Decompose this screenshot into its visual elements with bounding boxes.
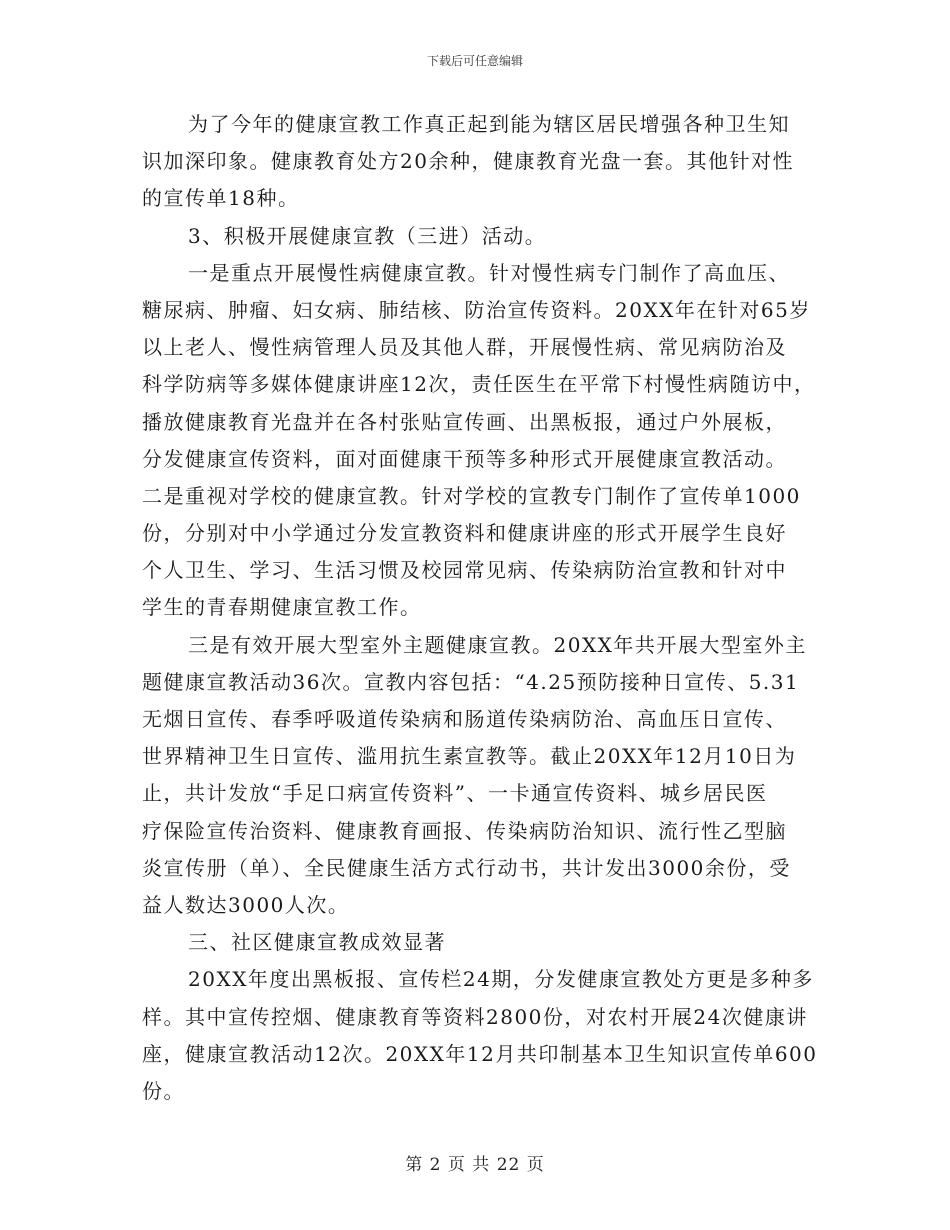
paragraph-line: 的宣传单18种。: [142, 186, 300, 211]
header-note: 下载后可任意编辑: [426, 54, 523, 68]
section-heading: 三、社区健康宣教成效显著: [188, 930, 446, 955]
paragraph-line: 播放健康教育光盘并在各村张贴宣传画、出黑板报，通过户外展板，: [142, 409, 787, 434]
paragraph-line: 糖尿病、肿瘤、妇女病、肺结核、防治宣传资料。20XX年在针对65岁: [142, 297, 811, 322]
paragraph-line: 样。其中宣传控烟、健康教育等资料2800份，对农村开展24次健康讲: [142, 1004, 808, 1029]
paragraph-line: 益人数达3000人次。: [142, 892, 350, 917]
paragraph-line: 识加深印象。健康教育处方20余种，健康教育光盘一套。其他针对性: [142, 149, 794, 174]
paragraph-line: 份。: [142, 1078, 185, 1103]
paragraph-line: 题健康宣教活动36次。宣教内容包括：“4.25预防接种日宣传、5.31: [142, 669, 800, 694]
paragraph-line: 无烟日宣传、春季呼吸道传染病和肠道传染病防治、高血压日宣传、: [142, 707, 787, 731]
page-number: 第 2 页 共 22 页: [405, 1155, 545, 1175]
paragraph-line: 学生的青春期健康宣教工作。: [142, 595, 422, 620]
paragraph-line: 三是有效开展大型室外主题健康宣教。20XX年共开展大型室外主: [188, 632, 807, 657]
paragraph-line: 科学防病等多媒体健康讲座12次，责任医生在平常下村慢性病随访中，: [142, 372, 816, 397]
paragraph-line: 炎宣传册（单）、全民健康生活方式行动书，共计发出3000余份，受: [142, 855, 791, 880]
paragraph-line: 二是重视对学校的健康宣教。针对学校的宣教专门制作了宣传单1000: [142, 483, 801, 508]
paragraph-line: 疗保险宣传治资料、健康教育画报、传染病防治知识、流行性乙型脑: [142, 818, 787, 843]
paragraph-line: 为了今年的健康宣教工作真正起到能为辖区居民增强各种卫生知: [188, 112, 790, 136]
paragraph-line: 止，共计发放“手足口病宣传资料”、一卡通宣传资料、城乡居民医: [142, 781, 768, 806]
paragraph-line: 以上老人、慢性病管理人员及其他人群，开展慢性病、常见病防治及: [142, 335, 787, 360]
paragraph-line: 20XX年度出黑板报、宣传栏24期，分发健康宣教处方更是多种多: [188, 967, 814, 992]
paragraph-line: 座，健康宣教活动12次。20XX年12月共印制基本卫生知识宣传单600: [142, 1041, 818, 1066]
paragraph-line: 份，分别对中小学通过分发宣教资料和健康讲座的形式开展学生良好: [142, 521, 787, 546]
document-body: [142, 106, 818, 1110]
paragraph-line: 个人卫生、学习、生活习惯及校园常见病、传染病防治宣教和针对中: [142, 558, 787, 583]
paragraph-line: 世界精神卫生日宣传、滥用抗生素宣教等。截止20XX年12月10日为: [142, 744, 797, 769]
section-heading: 3、积极开展健康宣教（三进）活动。: [188, 223, 547, 248]
paragraph-line: 一是重点开展慢性病健康宣教。针对慢性病专门制作了高血压、: [188, 260, 790, 285]
paragraph-line: 分发健康宣传资料，面对面健康干预等多种形式开展健康宣教活动。: [142, 446, 787, 471]
